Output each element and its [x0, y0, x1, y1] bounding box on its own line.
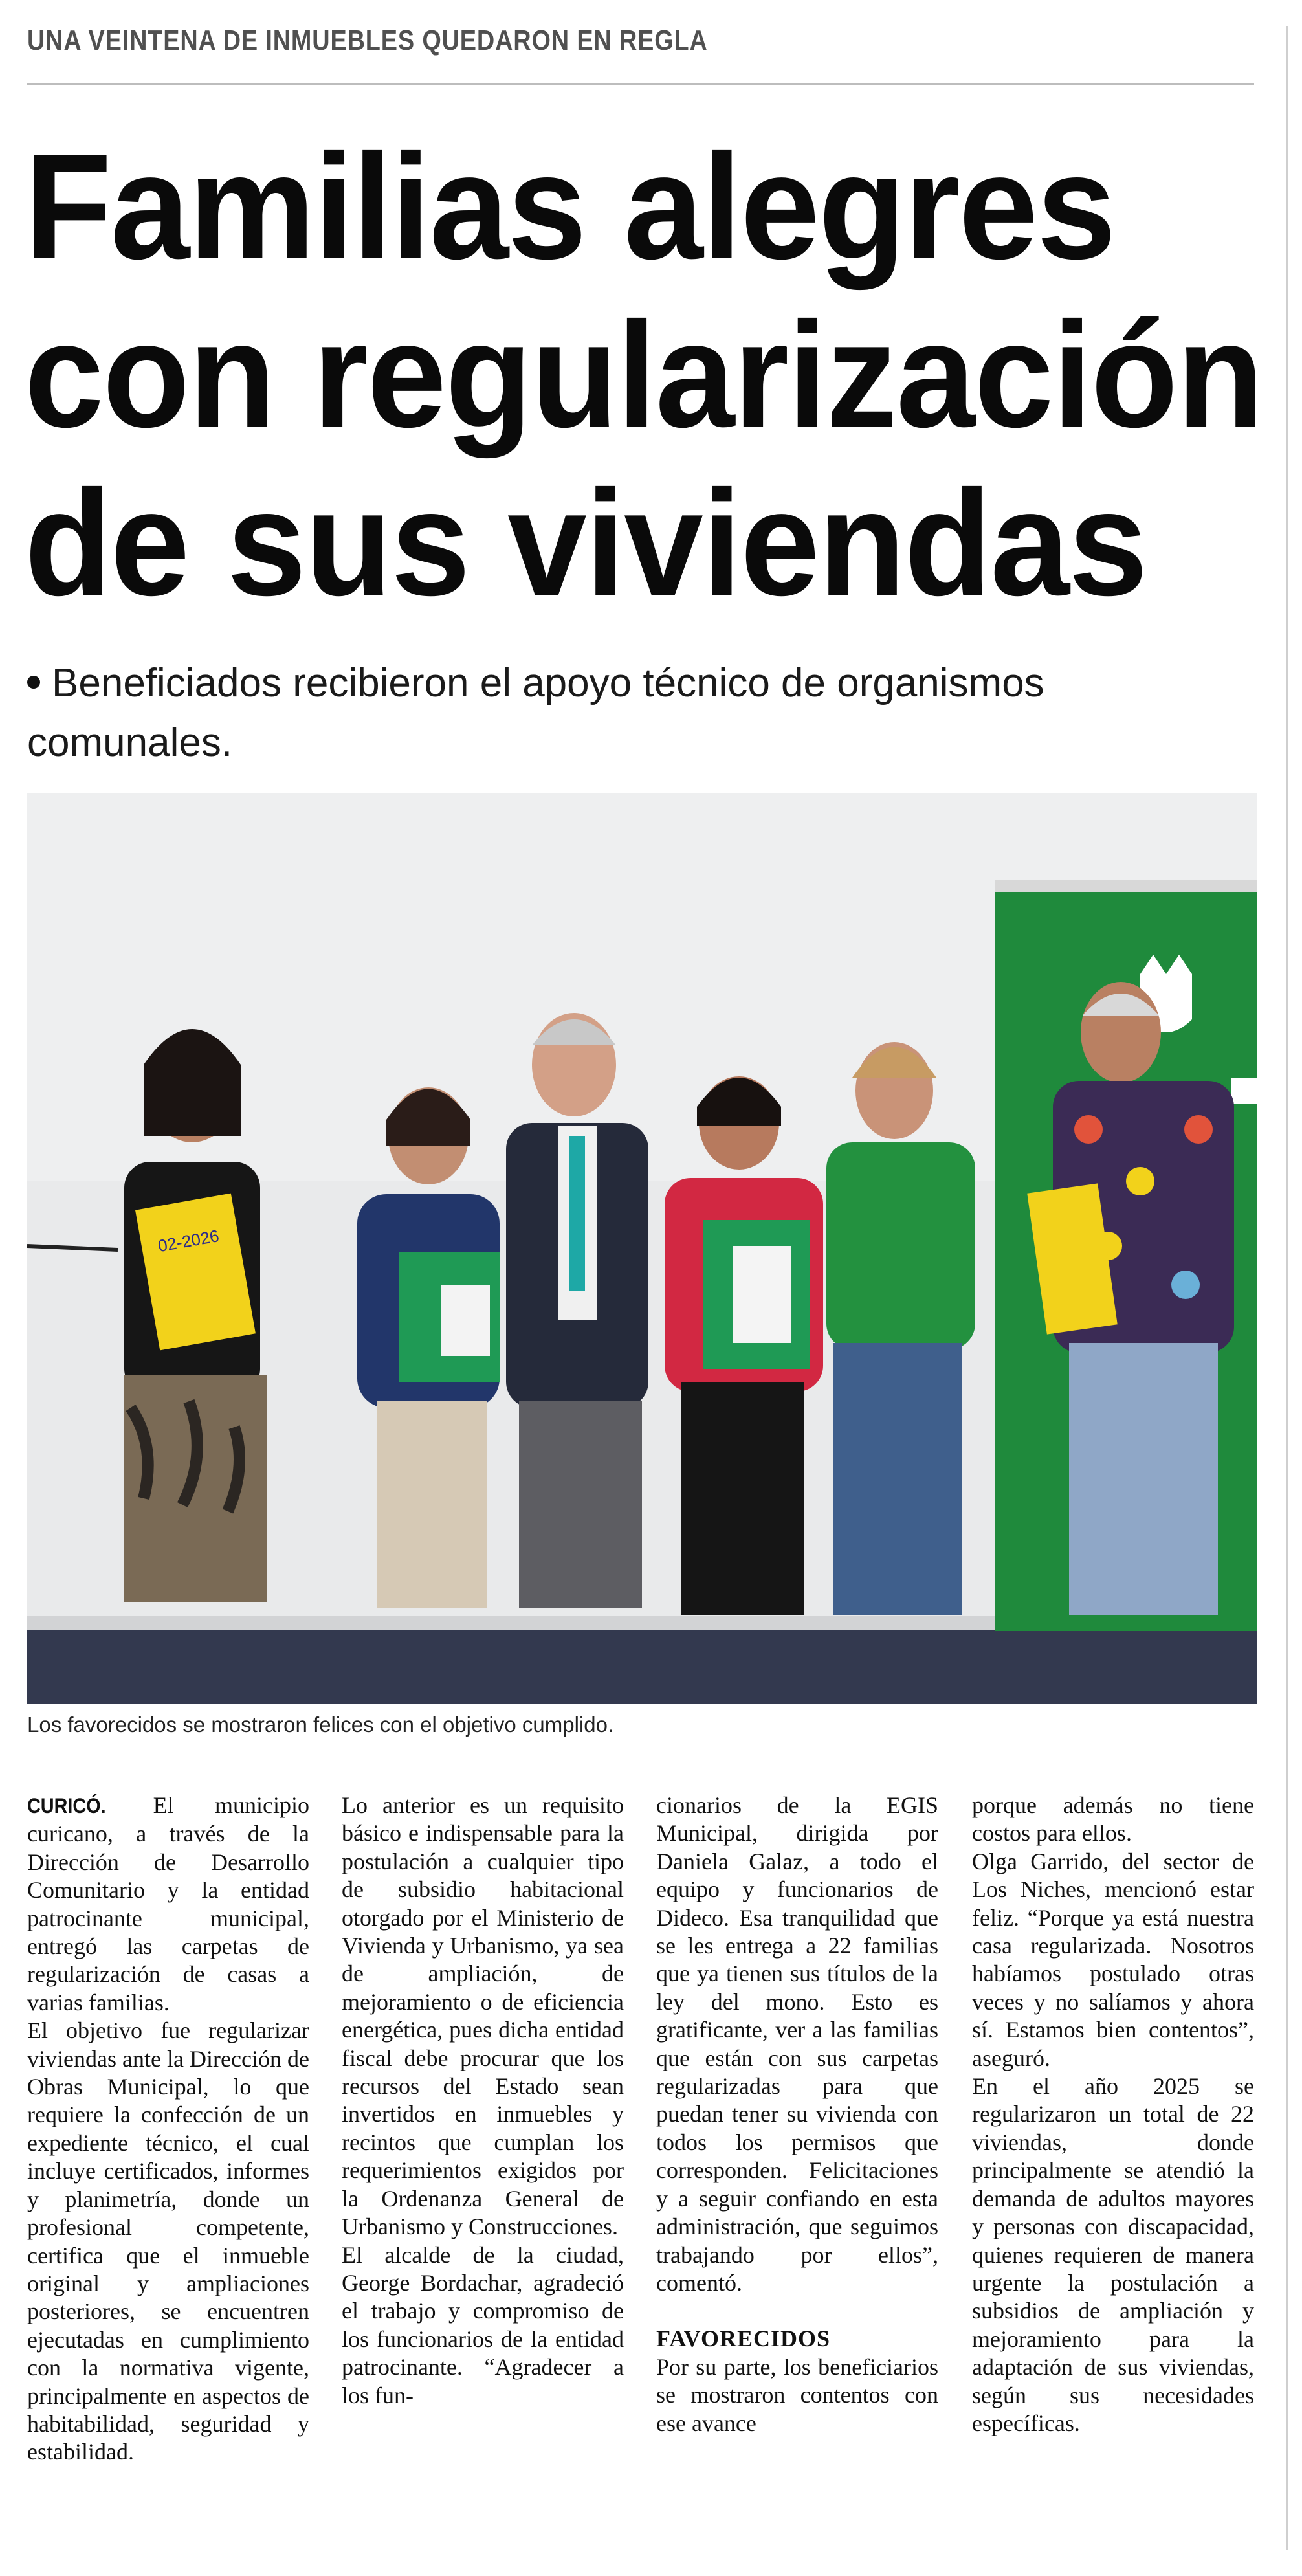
paragraph [27, 1792, 309, 2017]
kicker-divider [27, 83, 1254, 85]
deck-text: Beneficiados recibieron el apoyo técnico de organismos comunales. [27, 661, 1044, 765]
folder-label: 02-2026 [156, 1226, 221, 1256]
headline [25, 123, 1263, 628]
paragraph: Por su parte, los beneficiarios se mostraron contentos con ese avance [656, 2353, 938, 2436]
page-edge-rule [1286, 26, 1288, 2550]
article-column-2 [342, 1792, 624, 2410]
paragraph: El alcalde de la ciudad, George Bordachar, agradeció el trabajo y compromiso de los funcionarios de la entidad patrocinante. “Agradecer a los fun- [342, 2241, 624, 2408]
photo-caption: Los favorecidos se mostraron felices con el objetivo cumplido. [27, 1713, 614, 1737]
headline-line-3: de sus viviendas [25, 460, 1147, 627]
article-column-1 [27, 1792, 309, 2467]
paragraph: porque además no tiene costos para ellos. [972, 1792, 1254, 1847]
kicker: UNA VEINTENA DE INMUEBLES QUEDARON EN REGLA [27, 25, 708, 56]
paragraph: Lo anterior es un requisito básico e indispensable para la postulación a cualquier tipo de subsidio habitacional otorgado por el Ministerio de Vivienda y Urbanismo, ya sea de ampliación, de mejoramiento o de eficiencia energética, pues dicha entidad fiscal debe procurar que los recursos del Estado sean invertidos en inmuebles y recintos que cumplan los requerimientos exigidos por la Ordenanza General de Urbanismo y Construcciones. [342, 1792, 624, 2240]
paragraph: Olga Garrido, del sector de Los Niches, mencionó estar feliz. “Porque ya está nuestra casa regularizada. Nosotros habíamos postulado otras veces y no salíamos y ahora sí. Estamos bien contentos”, aseguró. [972, 1848, 1254, 2071]
paragraph: En el año 2025 se regularizaron un total de 22 viviendas, donde principalmente se atendió la demanda de adultos mayores y personas con discapacidad, quienes requieren de manera urgente la postulación a subsidios de ampliación y mejoramiento para la adaptación de sus viviendas, según sus necesidades específicas. [972, 2073, 1254, 2436]
dateline: CURICÓ. [27, 1794, 106, 1817]
article-column-3 [656, 1792, 938, 2437]
article-column-4 [972, 1792, 1254, 2437]
headline-line-1: Familias alegres [25, 123, 1115, 291]
subhead: FAVORECIDOS [656, 2326, 830, 2352]
paragraph-text: El municipio curicano, a través de la Dirección de Desarrollo Comunitario y la entidad patrocinante municipal, entregó las carpetas de regularización de casas a varias familias. [27, 1792, 309, 2015]
paragraph: cionarios de la EGIS Municipal, dirigida por Daniela Galaz, a todo el equipo y funcionarios de Dideco. Esa tranquilidad que se les entrega a 22 familias que ya tienen sus títulos de la ley del mono. Esto es gratificante, ver a las familias que están con sus carpetas regularizadas para que puedan tener su vivienda con todos los permisos que corresponden. Felicitaciones y a seguir confiando en esta administración, que seguimos trabajando por ellos”, comentó. [656, 1792, 938, 2296]
deck [27, 654, 1231, 773]
bullet-icon [27, 676, 40, 689]
paragraph: El objetivo fue regularizar viviendas ante la Dirección de Obras Municipal, lo que requiere la confección de un expediente técnico, el cual incluye certificados, informes y planimetría, donde un profesional competente, certifica que el inmueble original y ampliaciones posteriores, se encuentren ejecutadas en cumplimiento con la normativa vigente, principalmente en aspectos de habitabilidad, seguridad y estabilidad. [27, 2017, 309, 2465]
headline-line-2: con regularización [25, 291, 1263, 459]
article-photo [27, 793, 1257, 1704]
